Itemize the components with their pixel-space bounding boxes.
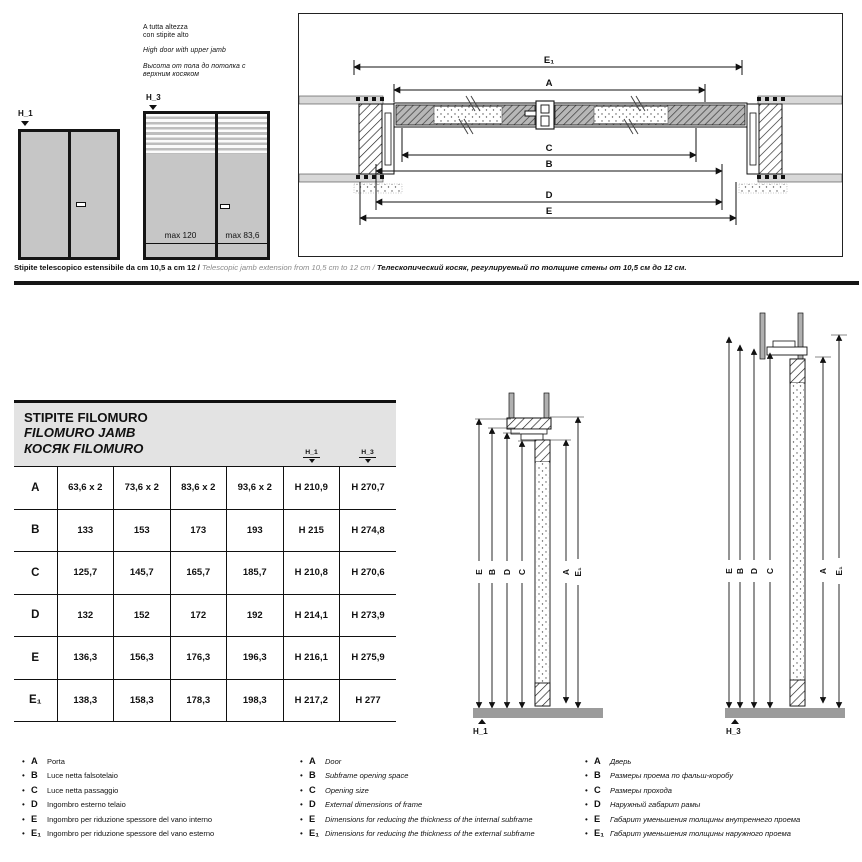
table-col-h3-pointer-icon (365, 459, 371, 463)
svg-text:E₁: E₁ (573, 567, 583, 577)
svg-text:B: B (735, 567, 745, 575)
door-h1-center-divider (68, 132, 71, 257)
plan-left-core (434, 107, 502, 124)
dimension-table (14, 466, 396, 722)
plan-left-wall (299, 96, 402, 193)
legend-item: • D Наружный габарит рамы (585, 799, 701, 810)
legend-item: • B Subframe opening space (300, 770, 409, 781)
plan-right-core (594, 107, 668, 124)
bullet-icon: • (22, 828, 25, 838)
note-ru-line2: верхним косяком (143, 70, 200, 78)
vertical-section-h3 (655, 297, 862, 747)
section-divider-rule (14, 281, 859, 285)
bullet-icon: • (300, 814, 303, 824)
door-elevation-h3 (143, 111, 270, 260)
elevation-h1-pointer-icon (21, 121, 29, 126)
door-h3-max-left-label: max 120 (146, 230, 215, 244)
table-row: C 125,7 145,7 165,7 185,7 H 210,8 H 270,6 (14, 552, 396, 595)
s3-door-leaf (790, 359, 805, 706)
plan-dim-d: D (545, 190, 553, 201)
table-row: A 63,6 x 2 73,6 x 2 83,6 x 2 93,6 x 2 H 210,9 H 270,7 (14, 467, 396, 510)
bullet-icon: • (300, 771, 303, 781)
legend-item: • E Ingombro per riduzione spessore del vano interno (22, 813, 213, 824)
bullet-icon: • (22, 771, 25, 781)
svg-text:C: C (517, 568, 527, 576)
legend-item: • D Ingombro esterno telaio (22, 799, 126, 810)
svg-text:E: E (724, 568, 734, 574)
bullet-icon: • (300, 785, 303, 795)
table-col-h1: H_1 (283, 449, 340, 463)
door-elevation-h1 (18, 129, 120, 260)
bullet-icon: • (300, 828, 303, 838)
plan-dim-b: B (545, 159, 553, 170)
bullet-icon: • (585, 785, 588, 795)
fullheight-note (143, 24, 298, 86)
legend-item: • E₁ Габарит уменьшения толщины наружного проема (585, 827, 791, 838)
s1-dim-labels (474, 559, 583, 585)
legend-item: • A Porta (22, 756, 65, 766)
table-row: D 132 152 172 192 H 214,1 H 273,9 (14, 594, 396, 637)
svg-text:B: B (487, 568, 497, 576)
door-h3-handle-icon (220, 204, 230, 209)
caption-ru: Телескопический косяк, регулируемый по толщине стены от 10,5 см до 12 см. (376, 263, 687, 272)
s3-dim-labels (724, 558, 844, 584)
elevation-h3-pointer-icon (149, 105, 157, 110)
elevation-h1-label: H_1 (18, 109, 33, 118)
legend-item: • A Door (300, 756, 342, 766)
legend-item: • E Dimensions for reducing the thickness of the internal subframe (300, 813, 533, 824)
legend-english (300, 756, 580, 842)
door-h3-upper-jamb-stripes (146, 114, 267, 154)
table-row: B 133 153 173 193 H 215 H 274,8 (14, 509, 396, 552)
s1-door-leaf (535, 440, 550, 706)
table-row: E₁ 138,3 158,3 178,3 198,3 H 217,2 H 277 (14, 679, 396, 722)
note-en: High door with upper jamb (143, 47, 226, 55)
note-ru-line1: Высота от пола до потолка с (143, 62, 246, 70)
note-it-line1: A tutta altezza (143, 24, 188, 31)
door-h3-max-right-label: max 83,6 (218, 230, 267, 244)
table-col-h1-pointer-icon (309, 459, 315, 463)
caption-line (14, 263, 859, 272)
table-title-ru: КОСЯК FILOMURO (24, 440, 144, 456)
bullet-icon: • (22, 757, 25, 766)
caption-it: Stipite telescopico estensibile da cm 10,5 a cm 12 / (14, 263, 202, 272)
table-title-it: STIPITE FILOMURO (24, 410, 148, 425)
plan-right-wall (739, 96, 842, 193)
bullet-icon: • (22, 814, 25, 824)
svg-text:D: D (502, 568, 512, 576)
bullet-icon: • (585, 828, 588, 838)
s3-floor (725, 708, 845, 718)
svg-text:D: D (749, 567, 759, 575)
bullet-icon: • (585, 757, 588, 766)
elevation-h3-label: H_3 (146, 93, 161, 102)
legend-item: • C Размеры прохода (585, 784, 672, 795)
legend-item: • E₁ Ingombro per riduzione spessore del vano esterno (22, 827, 215, 838)
legend-item: • A Дверь (585, 756, 632, 766)
legend-item: • D External dimensions of frame (300, 799, 423, 810)
plan-dim-c: C (545, 143, 553, 154)
table-col-h3: H_3 (339, 449, 396, 463)
legend-item: • E₁ Dimensions for reducing the thickness of the external subframe (300, 827, 535, 838)
legend-item: • E Габарит уменьшения толщины внутреннего проема (585, 813, 801, 824)
s1-floor (473, 708, 603, 718)
svg-text:C: C (765, 567, 775, 575)
caption-en: Telescopic jamb extension from 10,5 cm to 12 cm / (202, 263, 377, 272)
s3-header-detail (760, 313, 807, 359)
svg-text:E: E (474, 569, 484, 575)
door-h1-handle-icon (76, 202, 86, 207)
s1-label: H_1 (473, 727, 488, 736)
s1-floor-pointer-icon (478, 719, 486, 724)
plan-dim-labels (544, 55, 554, 217)
svg-text:A: A (561, 568, 571, 576)
plan-dim-e1: E₁ (543, 55, 555, 66)
vertical-section-h1 (425, 305, 655, 742)
bullet-icon: • (300, 757, 303, 766)
s3-dim-lines (729, 335, 847, 708)
bullet-icon: • (585, 800, 588, 810)
bullet-icon: • (300, 800, 303, 810)
s3-label: H_3 (726, 727, 741, 736)
plan-section-box (298, 13, 843, 257)
legend-russian (585, 756, 862, 842)
legend-item: • B Luce netta falsotelaio (22, 770, 118, 781)
legend-italian (22, 756, 294, 842)
plan-dim-e: E (545, 206, 553, 217)
table-header (14, 400, 396, 466)
note-it-line2: con stipite alto (143, 32, 189, 40)
table-row: E 136,3 156,3 176,3 196,3 H 216,1 H 275,9 (14, 637, 396, 680)
legend-item: • C Opening size (300, 784, 369, 795)
bullet-icon: • (22, 785, 25, 795)
legend-item: • B Размеры проема по фальш-коробу (585, 770, 733, 781)
bullet-icon: • (585, 814, 588, 824)
s3-floor-pointer-icon (731, 719, 739, 724)
svg-text:A: A (818, 567, 828, 575)
plan-dim-a: A (545, 78, 553, 89)
plan-door-assembly (394, 96, 747, 134)
legend-item: • C Luce netta passaggio (22, 784, 119, 795)
table-title-en: FILOMURO JAMB (24, 425, 136, 441)
bullet-icon: • (585, 771, 588, 781)
bullet-icon: • (22, 800, 25, 810)
svg-text:E₁: E₁ (834, 566, 844, 576)
plan-section-drawing (299, 14, 842, 256)
